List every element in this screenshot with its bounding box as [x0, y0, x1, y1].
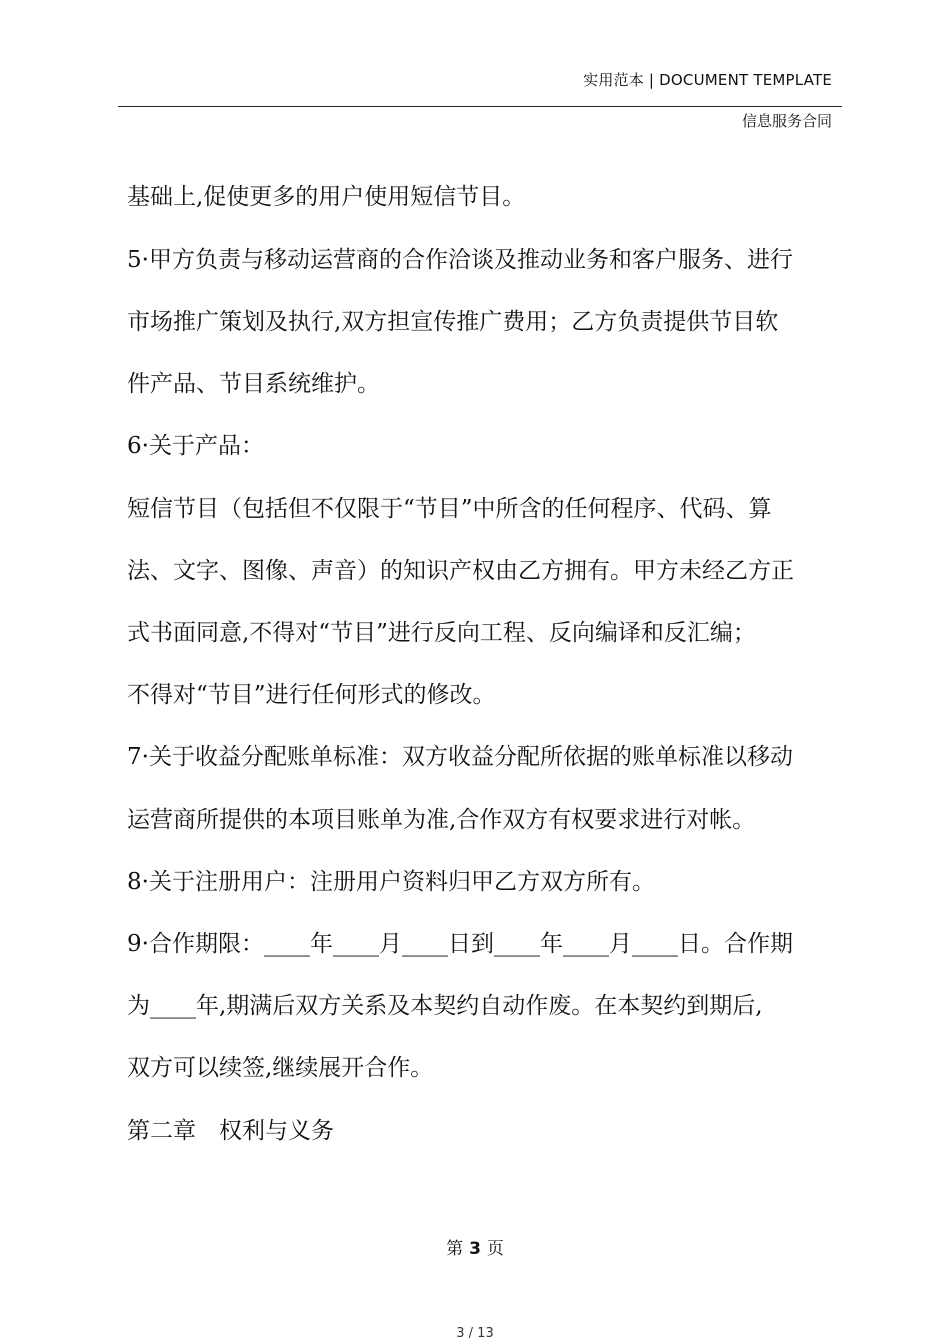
body-line: 不得对“节目”进行任何形式的修改。 — [127, 682, 496, 708]
page-header-title: 实用范本 | DOCUMENT TEMPLATE — [583, 71, 832, 89]
body-line: 基础上,促使更多的用户使用短信节目。 — [127, 184, 526, 210]
body-line: 为____年,期满后双方关系及本契约自动作废。在本契约到期后, — [127, 993, 763, 1019]
body-line: 市场推广策划及执行,双方担宣传推广费用；乙方负责提供节目软 — [127, 309, 779, 335]
body-line: 件产品、节目系统维护。 — [127, 371, 380, 397]
body-line: 5·甲方负责与移动运营商的合作洽谈及推动业务和客户服务、进行 — [127, 247, 793, 273]
body-line: 双方可以续签,继续展开合作。 — [127, 1055, 434, 1081]
body-line: 运营商所提供的本项目账单为准,合作双方有权要求进行对帐。 — [127, 807, 756, 833]
body-line: 8·关于注册用户：注册用户资料归甲乙方双方所有。 — [127, 869, 655, 895]
header-divider — [118, 106, 842, 107]
page-header-subtitle: 信息服务合同 — [741, 112, 832, 130]
body-line: 式书面同意,不得对“节目”进行反向工程、反向编译和反汇编； — [127, 620, 756, 646]
body-line: 短信节目（包括但不仅限于“节目”中所含的任何程序、代码、算 — [127, 496, 772, 522]
body-line: 6·关于产品： — [127, 433, 264, 459]
body-line: 法、文字、图像、声音）的知识产权由乙方拥有。甲方未经乙方正 — [127, 558, 794, 584]
body-line: 9·合作期限：____年____月____日到____年____月____日。合作期 — [127, 931, 793, 957]
body-line: 7·关于收益分配账单标准：双方收益分配所依据的账单标准以移动 — [127, 744, 793, 770]
page-suffix: 页 — [486, 1239, 504, 1259]
page-number: 3 — [469, 1239, 481, 1259]
page-prefix: 第 — [446, 1239, 464, 1259]
page-footer — [0, 1234, 950, 1259]
chapter-heading: 第二章 权利与义务 — [127, 1118, 334, 1144]
page-counter: 3 / 13 — [456, 1326, 494, 1341]
